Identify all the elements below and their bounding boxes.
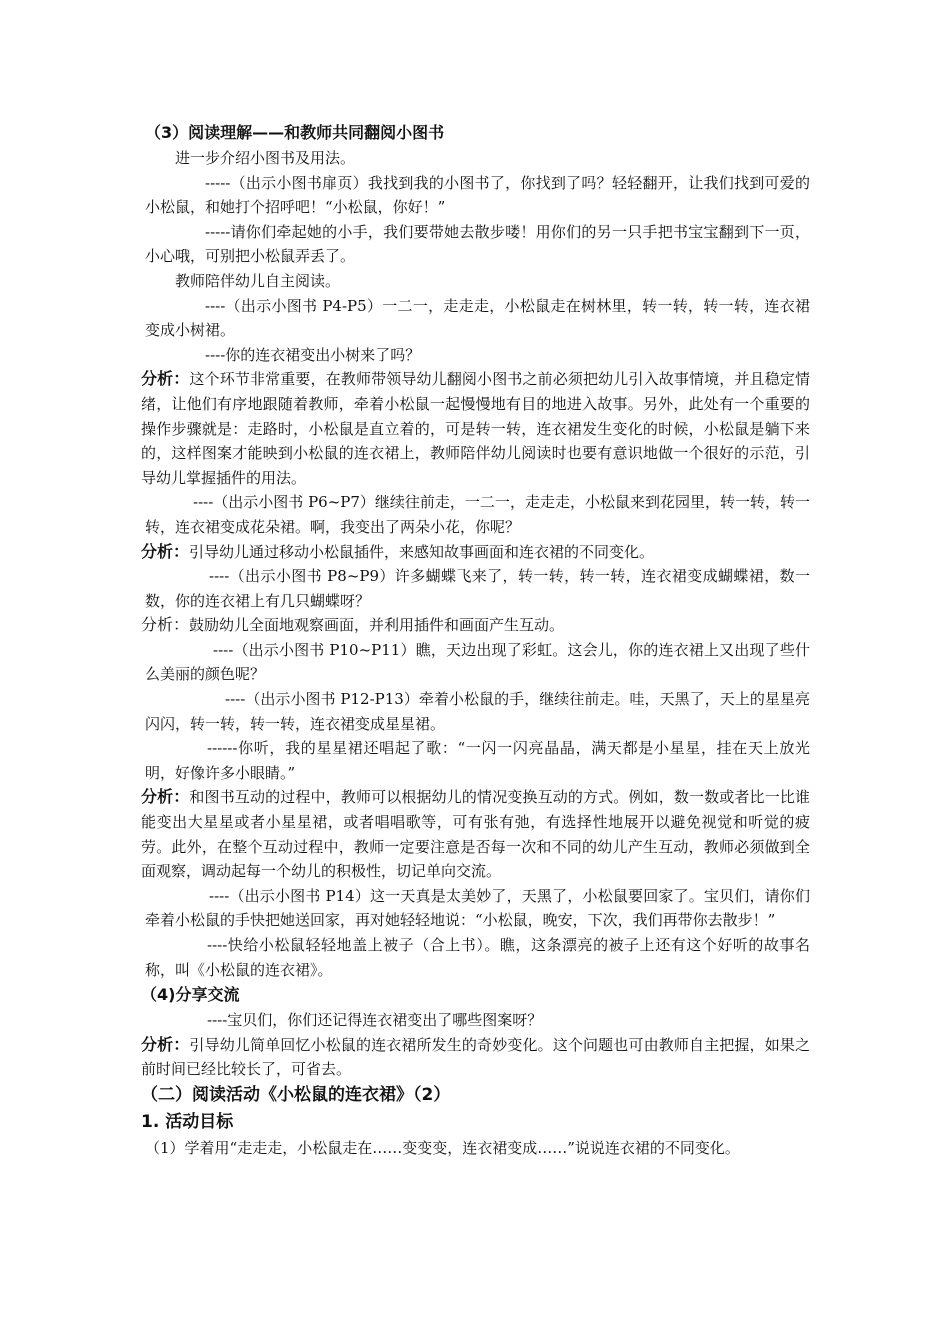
section-heading-goals: 1. 活动目标: [141, 1111, 234, 1132]
analysis-text: 和图书互动的过程中，教师可以根据幼儿的情况变换互动的方式。例如，数一数或者比一比谁能变出大星星或者小星星裙，或者唱唱歌等，可有张有弛，有选择性地展开以避免视觉和听觉的疲劳。此外，在整个互动过程中，教师一定要注意是否每一次和不同的幼儿产生互动，教师必须做到全面观察，调动起每一个幼儿的积极性，切记单向交流。: [141, 788, 810, 881]
analysis-text: 鼓励幼儿全面地观察画面，并利用插件和画面产生互动。: [189, 616, 565, 635]
analysis-text: 引导幼儿简单回忆小松鼠的连衣裙所发生的奇妙变化。这个问题也可由教师自主把握，如果之前时间已经比较长了，可省去。: [141, 1035, 810, 1079]
analysis-paragraph: [141, 785, 810, 883]
paragraph: ----（出示小图书 P8~P9）许多蝴蝶飞来了，转一转，转一转，连衣裙变成蝴蝶裙，数一数，你的连衣裙上有几只蝴蝶呀？: [145, 567, 810, 610]
analysis-paragraph: [141, 613, 810, 638]
analysis-paragraph: [141, 540, 810, 565]
paragraph: ----宝贝们，你们还记得连衣裙变出了哪些图案呀？: [207, 1011, 543, 1030]
analysis-text: 这个环节非常重要，在教师带领导幼儿翻阅小图书之前必须把幼儿引入故事情境，并且稳定情绪，让他们有序地跟随着教师，牵着小松鼠一起慢慢地有目的地进入故事。另外，此处有一个重要的操作步骤就是：走路时，小松鼠是直立着的，可是转一转，连衣裙发生变化的时候，小松鼠是躺下来的，这样图案才能映到小松鼠的连衣裙上，教师陪伴幼儿阅读时也要有意识地做一个很好的示范，引导幼儿掌握插件的用法。: [141, 370, 810, 487]
paragraph: ----快给小松鼠轻轻地盖上被子（合上书）。瞧，这条漂亮的被子上还有这个好听的故事名称，叫《小松鼠的连衣裙》。: [145, 936, 810, 979]
paragraph: 教师陪伴幼儿自主阅读。: [175, 271, 341, 290]
section-heading-activity: （二）阅读活动《小松鼠的连衣裙》（2）: [141, 1084, 451, 1105]
section-heading-reading: （3）阅读理解——和教师共同翻阅小图书: [145, 123, 445, 142]
paragraph: ----（出示小图书 P4-P5）一二一，走走走，小松鼠走在树林里，转一转，转一转，连衣裙变成小树裙。: [145, 296, 810, 340]
analysis-label: 分析：: [141, 369, 190, 389]
analysis-label: 分析：: [141, 541, 190, 561]
analysis-label: 分析：: [141, 1034, 190, 1054]
analysis-paragraph: [141, 1033, 810, 1082]
section-heading-sharing: （4)分享交流: [141, 985, 240, 1005]
paragraph: ----（出示小图书 P12-P13）牵着小松鼠的手，继续往前走。哇，天黑了，天上的星星亮闪闪，转一转，转一转，连衣裙变成星星裙。: [145, 690, 810, 733]
paragraph: ----你的连衣裙变出小树来了吗？: [205, 345, 421, 364]
analysis-label: 分析：: [141, 615, 190, 635]
paragraph: -----（出示小图书扉页）我找到我的小图书了，你找到了吗？轻轻翻开，让我们找到可爱的小松鼠，和她打个招呼吧！“小松鼠，你好！”: [145, 173, 810, 217]
analysis-label: 分析：: [141, 787, 190, 807]
analysis-paragraph: [141, 367, 810, 490]
paragraph: ------你听，我的星星裙还唱起了歌：“一闪一闪亮晶晶，满天都是小星星，挂在天上放光明，好像许多小眼睛。”: [145, 739, 810, 782]
paragraph: ----（出示小图书 P14）这一天真是太美妙了，天黑了，小松鼠要回家了。宝贝们，请你们牵着小松鼠的手快把她送回家，再对她轻轻地说：“小松鼠，晚安，下次，我们再带你去散步！”: [145, 886, 810, 930]
paragraph: -----请你们牵起她的小手，我们要带她去散步喽！用你们的另一只手把书宝宝翻到下一页，小心哦，可别把小松鼠弄丢了。: [145, 222, 810, 266]
paragraph: （1）学着用“走走走，小松鼠走在……变变变，连衣裙变成……”说说连衣裙的不同变化。: [145, 1138, 740, 1157]
paragraph: 进一步介绍小图书及用法。: [175, 149, 356, 167]
paragraph: ----（出示小图书 P6~P7）继续往前走，一二一，走走走，小松鼠来到花园里，转一转，转一转，连衣裙变成花朵裙。啊，我变出了两朵小花，你呢？: [145, 493, 810, 536]
document-body: [141, 120, 810, 1161]
analysis-text: 引导幼儿通过移动小松鼠插件，来感知故事画面和连衣裙的不同变化。: [189, 542, 655, 561]
paragraph: ----（出示小图书 P10~P11）瞧，天边出现了彩虹。这会儿，你的连衣裙上又出现了些什么美丽的颜色呢？: [145, 640, 810, 684]
